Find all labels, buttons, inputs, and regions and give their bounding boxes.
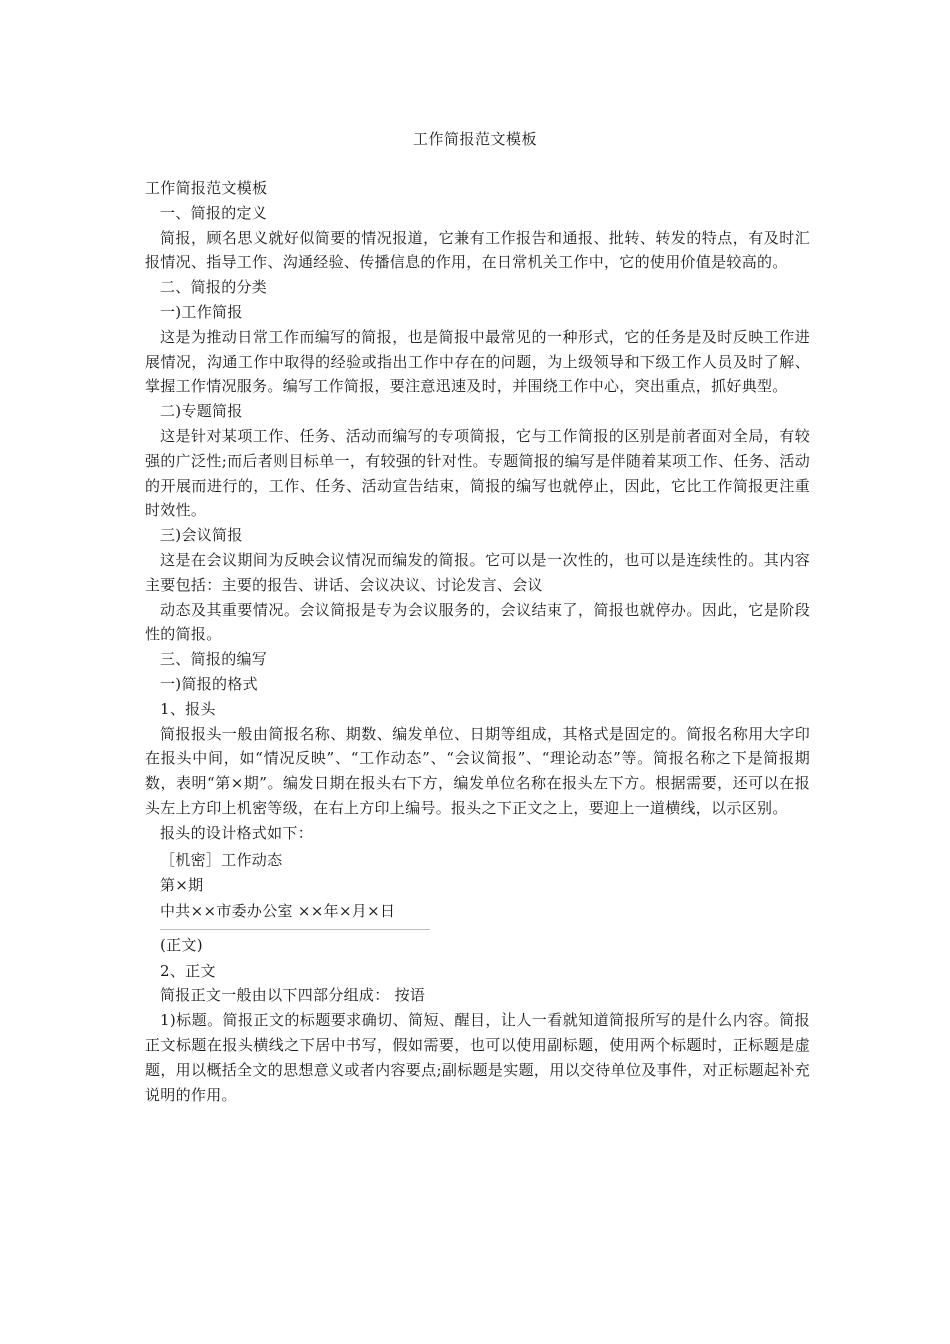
paragraph-title-rules: 1)标题。简报正文的标题要求确切、简短、醒目，让人一看就知道简报所写的是什么内容。简报正文标题在报头横线之下居中书写，假如需要，也可以使用副标题，使用两个标题时，正标题是虚题，用以概括全文的思想意义或者内容要点;副标题是实题，用以交待单位及事件，对正标题起补充说明的作用。 xyxy=(145,1011,810,1104)
masthead-sample xyxy=(145,848,810,959)
masthead-unit-date-line: 中共××市委办公室 ××年×月×日 xyxy=(160,901,396,920)
format-intro: 报头的设计格式如下： xyxy=(160,823,314,842)
subheading-format: 一)简报的格式 xyxy=(160,674,258,693)
subheading-topic-brief: 二)专题简报 xyxy=(160,402,243,421)
paragraph-work-brief: 这是为推动日常工作而编写的简报，也是简报中最常见的一种形式，它的任务是及时反映工作进展情况，沟通工作中取得的经验或指出工作中存在的问题，为上级领导和下级工作人员及时了解、掌握工作情况服务。编写工作简报，要注意迅速及时，并围绕工作中心，突出重点，抓好典型。 xyxy=(145,327,810,396)
document-body xyxy=(145,176,810,1107)
masthead-issue-line: 第×期 xyxy=(160,876,204,895)
masthead-secret-line: ［机密］工作动态 xyxy=(160,850,283,869)
paragraph-definition: 简报，顾名思义就好似简要的情况报道，它兼有工作报告和通报、批转、转发的特点，有及时汇报情况、指导工作、沟通经验、传播信息的作用，在日常机关工作中，它的使用价值是较高的。 xyxy=(145,228,810,272)
page-title: 工作简报范文模板 xyxy=(412,130,537,148)
paragraph-topic-brief: 这是针对某项工作、任务、活动而编写的专项简报，它与工作简报的区别是前者面对全局，有较强的广泛性;而后者则目标单一，有较强的针对性。专题简报的编写是伴随着某项工作、任务、活动的开展而进行的，工作、任务、活动宣告结束，简报的编写也就停止，因此，它比工作简报更注重时效性。 xyxy=(145,426,810,520)
section-heading-writing: 三、简报的编写 xyxy=(160,650,268,669)
intro-title: 工作简报范文模板 xyxy=(145,179,268,197)
paragraph-meeting-brief-1: 这是在会议期间为反映会议情况而编发的简报。它可以是一次性的，也可以是连续性的。其内容主要包括：主要的报告、讲话、会议决议、讨论发言、会议 xyxy=(145,550,810,594)
masthead-body-placeholder: (正文) xyxy=(160,936,203,955)
masthead-divider xyxy=(145,924,810,933)
body-parts-intro: 简报正文一般由以下四部分组成： 按语 xyxy=(160,986,426,1005)
subheading-work-brief: 一)工作简报 xyxy=(160,302,243,321)
subheading-meeting-brief: 三)会议简报 xyxy=(160,526,243,545)
item-body: 2、正文 xyxy=(160,961,216,980)
section-heading-definition: 一、简报的定义 xyxy=(160,203,268,222)
paragraph-meeting-brief-2: 动态及其重要情况。会议简报是专为会议服务的，会议结束了，简报也就停办。因此，它是阶段性的简报。 xyxy=(145,600,810,644)
item-masthead: 1、报头 xyxy=(160,699,216,718)
section-heading-classification: 二、简报的分类 xyxy=(160,278,268,297)
paragraph-masthead: 简报报头一般由简报名称、期数、编发单位、日期等组成，其格式是固定的。简报名称用大字印在报头中间，如“情况反映”、“工作动态”、“会议简报”、“理论动态”等。简报名称之下是简报期数，表明“第×期”。编发日期在报头右下方，编发单位名称在报头左下方。根据需要，还可以在报头左上方印上机密等级，在右上方印上编号。报头之下正文之上，要迎上一道横线，以示区别。 xyxy=(145,724,810,817)
